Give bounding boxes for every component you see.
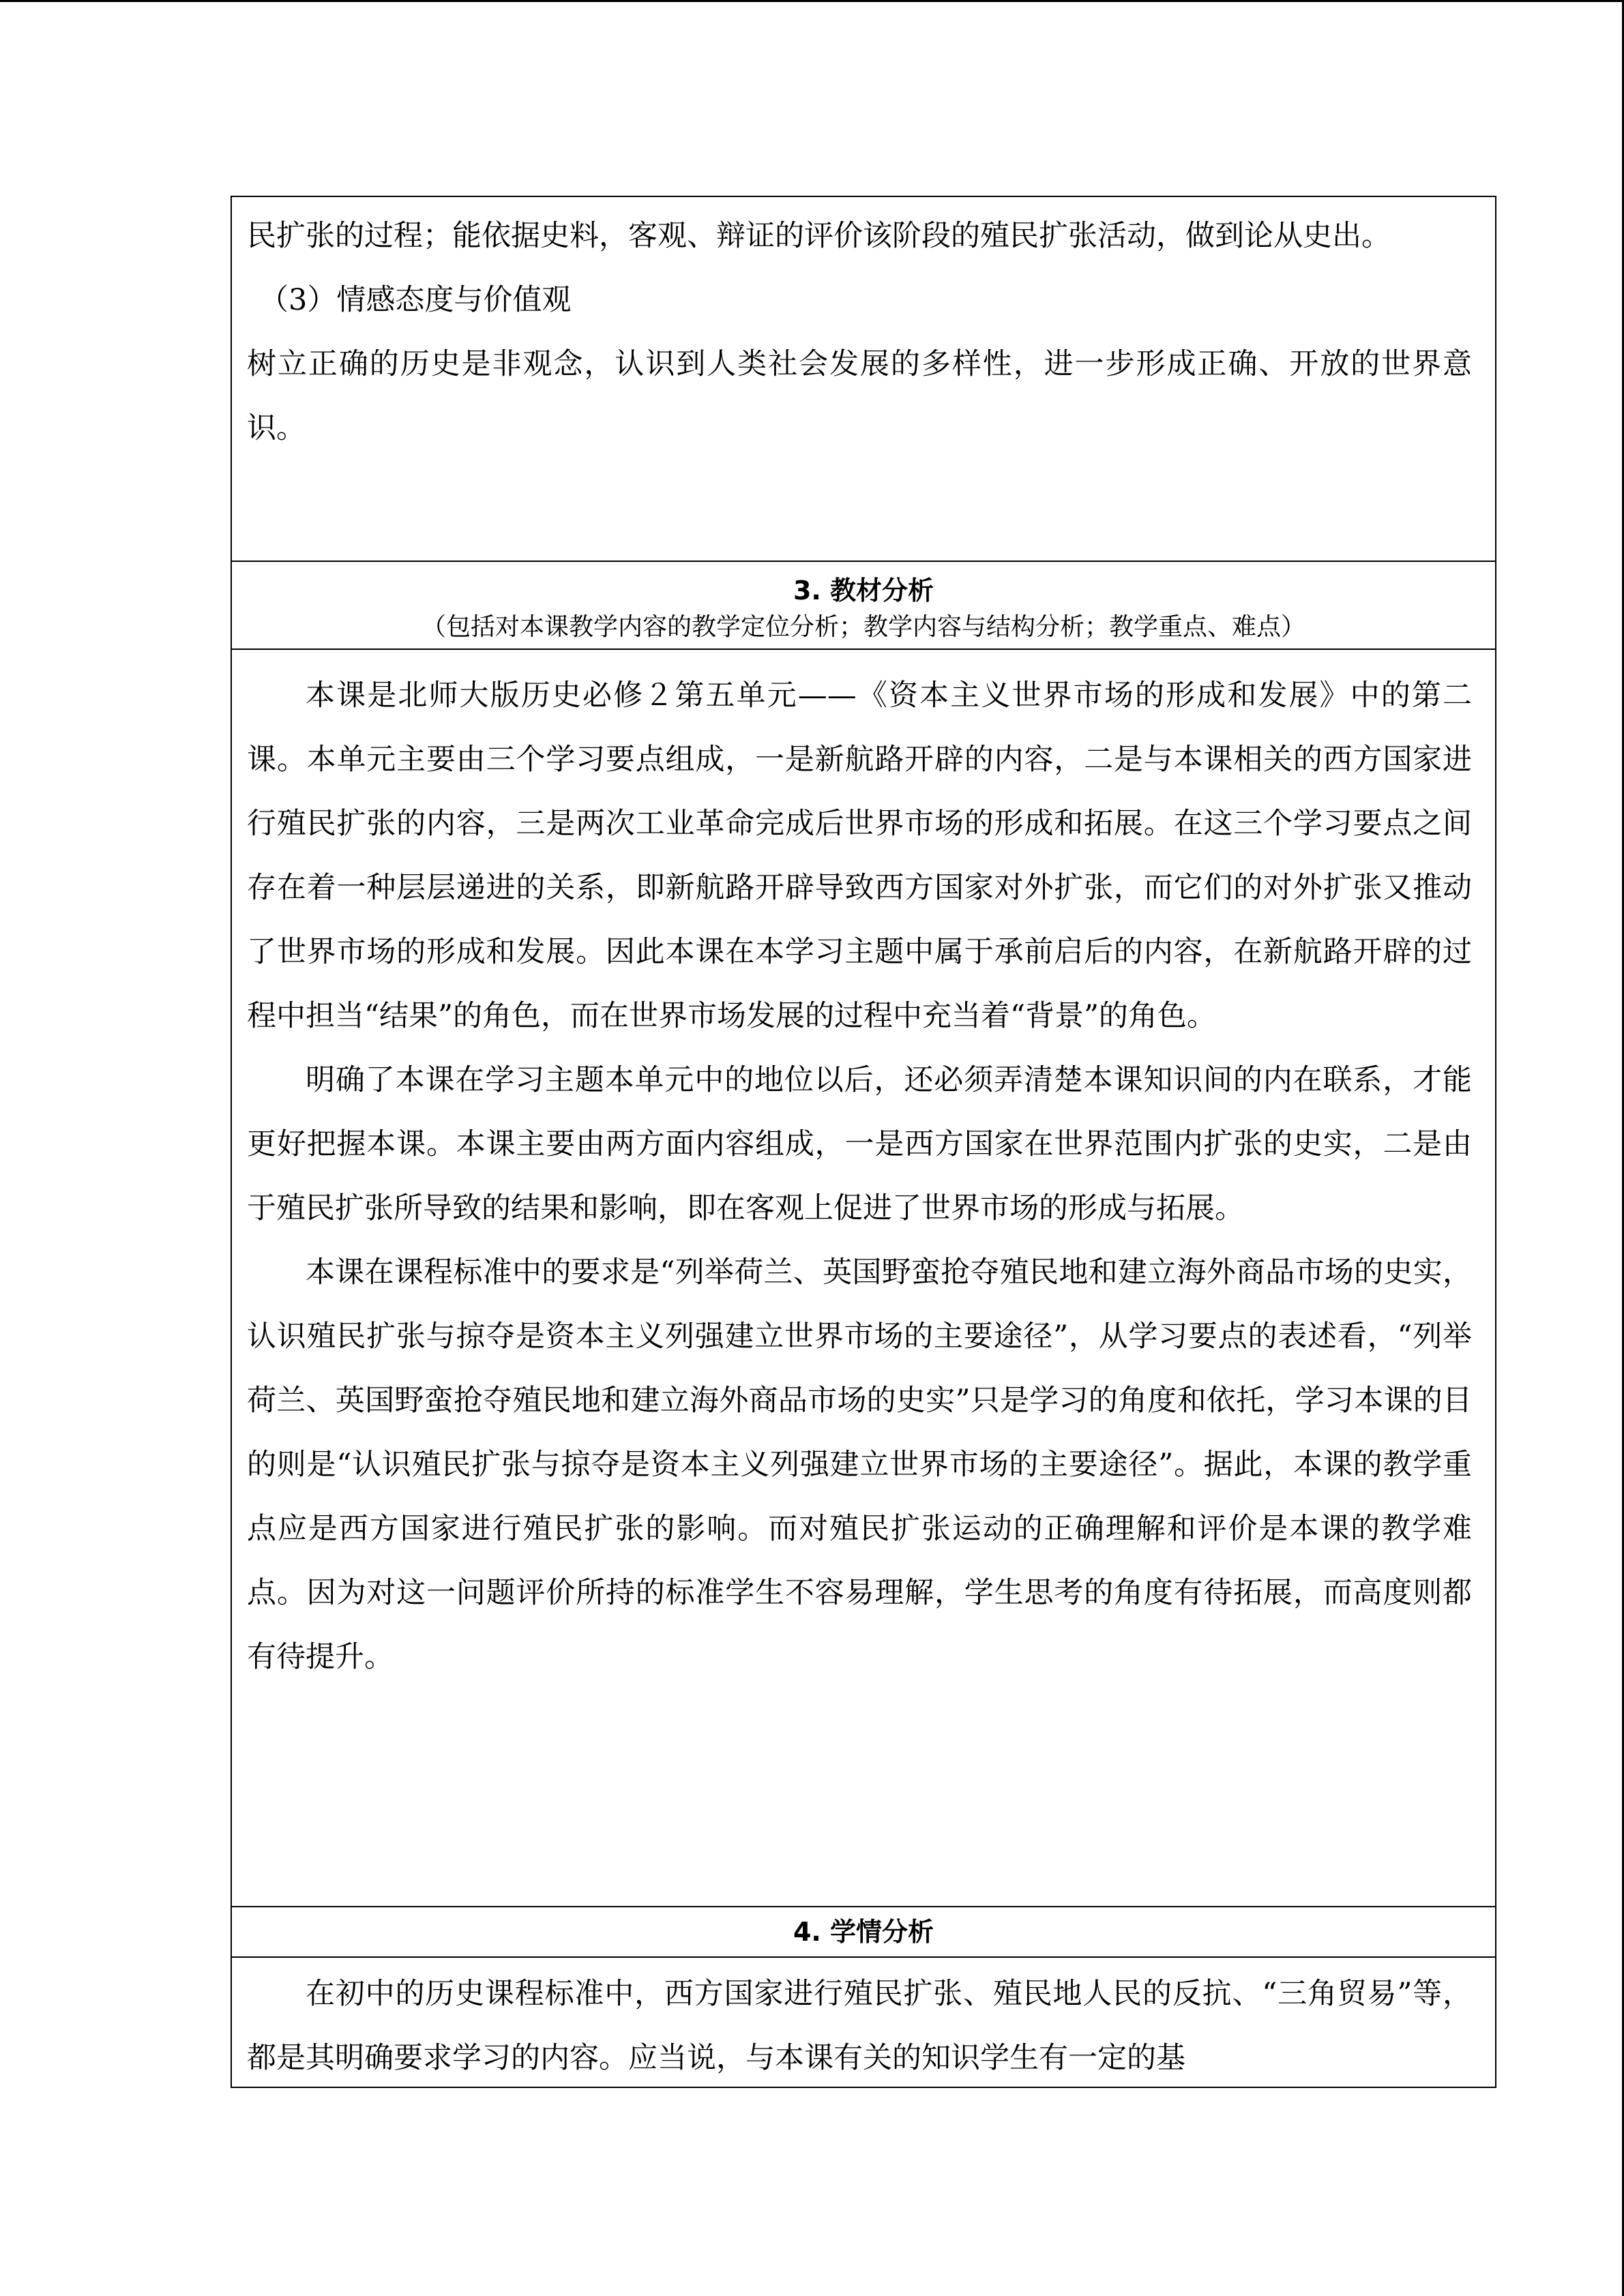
textbook-analysis-row (232, 650, 1495, 1907)
student-analysis-cell (232, 1962, 1495, 2104)
student-analysis-header (232, 1907, 1495, 1958)
goals-paragraph-1: 民扩张的过程；能依据史料，客观、辩证的评价该阶段的殖民扩张活动，做到论从史出。 (247, 219, 1391, 253)
page-top-border (0, 0, 1624, 2)
student-paragraph-1: 在初中的历史课程标准中，西方国家进行殖民扩张、殖民地人民的反抗、“三角贸易”等，都是其明确要求学习的内容。应当说，与本课有关的知识学生有一定的基 (247, 1977, 1472, 2075)
analysis-paragraph-3: 本课在课程标准中的要求是“列举荷兰、英国野蛮抢夺殖民地和建立海外商品市场的史实，认识殖民扩张与掠夺是资本主义列强建立世界市场的主要途径”，从学习要点的表述看，“列举荷兰、英国野蛮抢夺殖民地和建立海外商品市场的史实”只是学习的角度和依托，学习本课的目的则是“认识殖民扩张与掠夺是资本主义列强建立世界市场的主要途径”。据此，本课的教学重点应是西方国家进行殖民扩张的影响。而对殖民扩张运动的正确理解和评价是本课的教学难点。因为对这一问题评价所持的标准学生不容易理解，学生思考的角度有待拓展，而高度则都有待提升。 (247, 1255, 1472, 1674)
lesson-plan-table (231, 196, 1496, 2088)
textbook-analysis-header (232, 562, 1495, 650)
student-analysis-row (232, 1958, 1495, 2087)
teaching-goals-cell (232, 197, 1495, 474)
teaching-goals-row (232, 197, 1495, 562)
section-title: 3. 教材分析 (793, 576, 934, 606)
section-title: 4. 学情分析 (793, 1917, 934, 1947)
goals-paragraph-2: 树立正确的历史是非观念，认识到人类社会发展的多样性，进一步形成正确、开放的世界意识。 (247, 347, 1472, 445)
textbook-analysis-cell (232, 657, 1495, 1703)
analysis-paragraph-2: 明确了本课在学习主题本单元中的地位以后，还必须弄清楚本课知识间的内在联系，才能更好把握本课。本课主要由两方面内容组成，一是西方国家在世界范围内扩张的史实，二是由于殖民扩张所导致的结果和影响，即在客观上促进了世界市场的形成与拓展。 (247, 1063, 1472, 1225)
goals-heading-emotion: （3）情感态度与价值观 (259, 283, 572, 317)
section-subtitle: （包括对本课教学内容的教学定位分析；教学内容与结构分析；教学重点、难点） (421, 613, 1305, 641)
analysis-paragraph-1: 本课是北师大版历史必修２第五单元——《资本主义世界市场的形成和发展》中的第二课。本单元主要由三个学习要点组成，一是新航路开辟的内容，二是与本课相关的西方国家进行殖民扩张的内容，三是两次工业革命完成后世界市场的形成和拓展。在这三个学习要点之间存在着一种层层递进的关系，即新航路开辟导致西方国家对外扩张，而它们的对外扩张又推动了世界市场的形成和发展。因此本课在本学习主题中属于承前启后的内容，在新航路开辟的过程中担当“结果”的角色，而在世界市场发展的过程中充当着“背景”的角色。 (247, 679, 1472, 1033)
